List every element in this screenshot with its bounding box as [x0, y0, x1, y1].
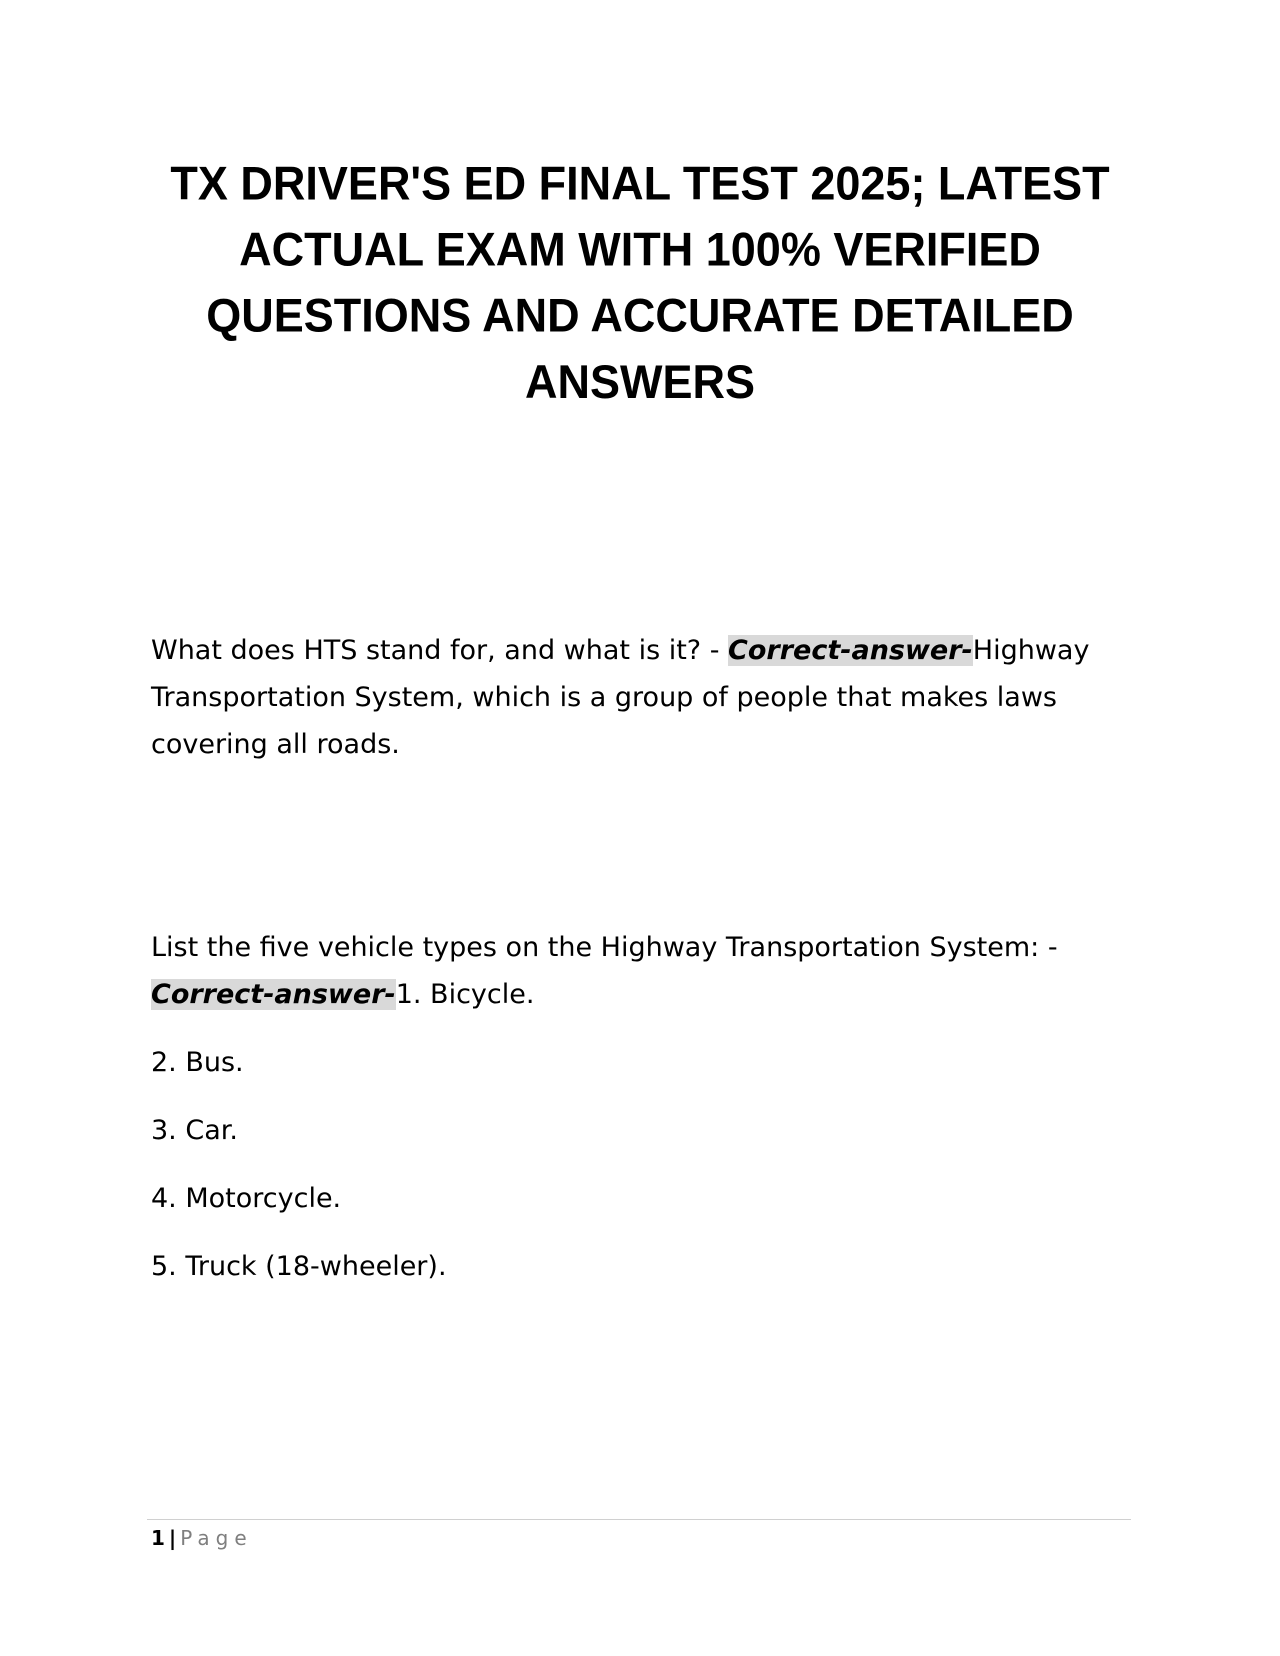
list-item: 5. Truck (18-wheeler). [151, 1251, 447, 1282]
document-title: TX DRIVER'S ED FINAL TEST 2025; LATEST ACTUAL EXAM WITH 100% VERIFIED QUESTIONS AND ACCURATE DETAILED ANSWERS [170, 156, 1110, 409]
page-number: 1 [151, 1526, 165, 1550]
answer-text: 1. Bicycle. [395, 979, 535, 1010]
answer-tag: Correct-answer- [151, 979, 396, 1010]
footer-separator: | [168, 1526, 177, 1550]
answer-tag: Correct-answer- [728, 635, 973, 666]
qa-block-1 [151, 627, 1101, 768]
question-text: What does HTS stand for, and what is it? - [151, 635, 729, 666]
page-footer [151, 1524, 253, 1552]
list-item: 2. Bus. [151, 1047, 244, 1078]
answer-text: Highway Transportation System, which is a group of people that makes laws covering all roads. [151, 635, 1090, 760]
list-item: 3. Car. [151, 1115, 238, 1146]
footer-divider [147, 1519, 1131, 1520]
page-label: Page [180, 1526, 253, 1550]
qa-block-2 [151, 924, 1101, 1018]
question-text: List the five vehicle types on the Highway Transportation System: - [151, 932, 1058, 963]
list-item: 4. Motorcycle. [151, 1183, 342, 1214]
